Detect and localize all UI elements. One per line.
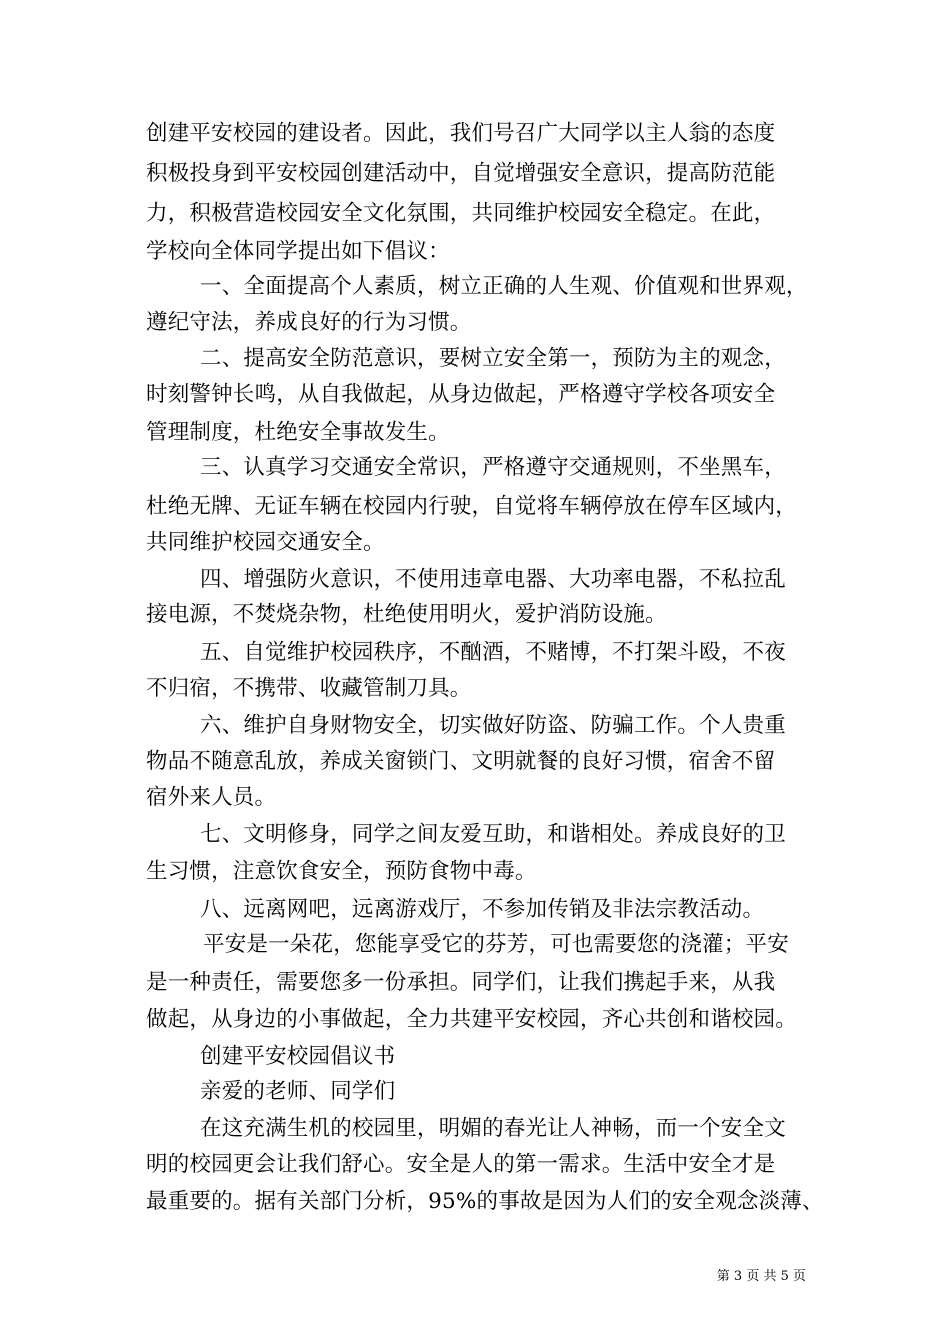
- text-line: 五、自觉维护校园秩序，不酗酒，不赌博，不打架斗殴，不夜: [200, 640, 786, 665]
- text-line: 遵纪守法，养成良好的行为习惯。: [146, 310, 472, 335]
- text-line: 时刻警钟长鸣，从自我做起，从身边做起，严格遵守学校各项安全: [146, 382, 776, 407]
- text-line: 杜绝无牌、无证车辆在校园内行驶，自觉将车辆停放在停车区域内，: [146, 494, 798, 519]
- text-line: 宿外来人员。: [146, 785, 277, 810]
- text-line: 管理制度，杜绝安全事故发生。: [146, 420, 450, 445]
- text-line: 六、维护自身财物安全，切实做好防盗、防骗工作。个人贵重: [200, 713, 786, 738]
- text-line: 八、远离网吧，远离游戏厅，不参加传销及非法宗教活动。: [200, 897, 765, 922]
- text-line: 三、认真学习交通安全常识，严格遵守交通规则，不坐黑车，: [200, 455, 786, 480]
- text-line: 不归宿，不携带、收藏管制刀具。: [146, 676, 472, 701]
- text-line: 共同维护校园交通安全。: [146, 530, 385, 555]
- text-line: 物品不随意乱放，养成关窗锁门、文明就餐的良好习惯，宿舍不留: [146, 749, 776, 774]
- document-title: 创建平安校园倡议书: [200, 1044, 396, 1069]
- text-line: 做起，从身边的小事做起，全力共建平安校园，齐心共创和谐校园。: [146, 1007, 798, 1032]
- text-line: 最重要的。据有关部门分析，95%的事故是因为人们的安全观念淡薄、: [146, 1189, 824, 1214]
- text-line: 二、提高安全防范意识，要树立安全第一，预防为主的观念，: [200, 346, 786, 371]
- text-line: 力，积极营造校园安全文化氛围，共同维护校园安全稳定。在此，: [146, 201, 776, 226]
- text-line: 平安是一朵花，您能享受它的芬芳，可也需要您的浇灌；平安: [203, 932, 789, 957]
- text-line: 创建平安校园的建设者。因此，我们号召广大同学以主人翁的态度: [146, 121, 776, 146]
- text-line: 接电源，不焚烧杂物，杜绝使用明火，爱护消防设施。: [146, 602, 667, 627]
- text-line: 四、增强防火意识，不使用违章电器、大功率电器，不私拉乱: [200, 567, 786, 592]
- text-line: 积极投身到平安校园创建活动中，自觉增强安全意识，提高防范能: [146, 161, 776, 186]
- page-number-footer: 第 3 页 共 5 页: [716, 1269, 806, 1284]
- text-line: 学校向全体同学提出如下倡议：: [146, 239, 450, 264]
- text-line: 明的校园更会让我们舒心。安全是人的第一需求。生活中安全才是: [146, 1152, 776, 1177]
- text-line: 七、文明修身，同学之间友爱互助，和谐相处。养成良好的卫: [200, 822, 786, 847]
- salutation: 亲爱的老师、同学们: [200, 1079, 396, 1104]
- text-line: 生习惯，注意饮食安全，预防食物中毒。: [146, 859, 537, 884]
- text-line: 一、全面提高个人素质，树立正确的人生观、价值观和世界观，: [200, 274, 808, 299]
- text-line: 在这充满生机的校园里，明媚的春光让人神畅，而一个安全文: [200, 1116, 786, 1141]
- text-line: 是一种责任，需要您多一份承担。同学们，让我们携起手来，从我: [146, 970, 776, 995]
